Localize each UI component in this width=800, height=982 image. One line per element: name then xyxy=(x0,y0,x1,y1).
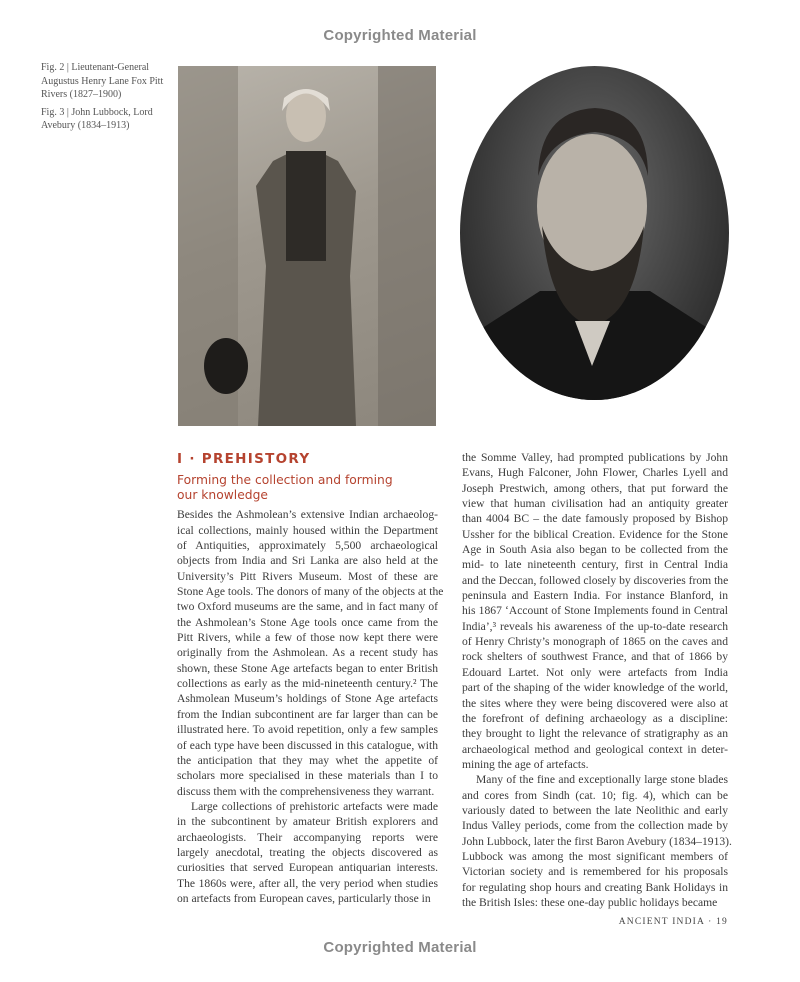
text-line: mid- to late nineteenth century, first in Central India xyxy=(462,558,728,572)
right-body-text xyxy=(462,450,732,910)
copyright-watermark-bottom: Copyrighted Material xyxy=(323,939,477,956)
figure-captions xyxy=(41,61,171,137)
text-line: originally from the Ashmolean. As a recent study has xyxy=(177,646,438,660)
right-column xyxy=(462,450,732,910)
running-footer-page-number: ANCIENT INDIA · 19 xyxy=(618,917,728,927)
subtitle-line: Forming the collection and forming xyxy=(177,473,393,488)
left-body-text xyxy=(177,507,444,906)
copyright-watermark-top: Copyrighted Material xyxy=(323,27,477,44)
text-line: Victorian society and is remembered for his proposals xyxy=(462,865,728,879)
text-line: illustrated here. To avoid repetition, only a few samples xyxy=(177,723,438,737)
text-line: discuss them with the comprehensiveness they warrant. xyxy=(177,784,435,798)
text-line: Joseph Prestwich, among others, that put forward the xyxy=(462,481,728,495)
text-line: archaeologists. Their accompanying reports were xyxy=(177,830,438,844)
text-line: India’,³ reveals his awareness of the up-to-date research xyxy=(462,619,728,633)
subtitle-line: our knowledge xyxy=(177,488,268,503)
text-line: they brought to light the relevance of stratigraphy as an xyxy=(462,727,728,741)
text-line: his 1867 ‘Account of Stone Implements found in Central xyxy=(462,604,728,618)
text-line: John Lubbock, later the first Baron Avebury (1834–1913). xyxy=(462,834,732,848)
text-line: part of the shaping of the wider knowledge of the world, xyxy=(462,681,728,695)
text-line: in the subcontinent by amateur British explorers and xyxy=(177,815,438,829)
text-line: scholars more specialised in these materials than I to xyxy=(177,769,438,783)
text-line: the sites where they were being discovered were also at xyxy=(462,696,728,710)
text-line: curiosities that served European antiquarian interests. xyxy=(177,861,438,875)
text-line: Pitt Rivers, while a few of those now kept there were xyxy=(177,631,438,645)
text-line: and the Deccan, followed closely by discoveries from the xyxy=(462,573,729,587)
text-line: than 4004 BC – the date famously proposed by Bishop xyxy=(462,512,728,526)
text-line: from the Indian subcontinent are far larger than can be xyxy=(177,707,438,721)
text-line: ical collections, mainly housed within the Department xyxy=(177,523,438,537)
text-line: of Henry Christy’s monograph of 1865 on the caves and xyxy=(462,635,728,649)
text-line: archaeological method and geological context in deter- xyxy=(462,742,728,756)
section-title: I · PREHISTORY xyxy=(177,451,311,467)
caption-fig-2: Fig. 2 | Lieutenant-General Augustus Henry Lane Fox Pitt Rivers (1827–1900) xyxy=(41,62,164,100)
text-line: on artefacts from European caves, particularly those in xyxy=(177,891,431,905)
text-line: Lubbock was among the most significant members of xyxy=(462,849,728,863)
text-line: Age in South Asia also began to be collected from the xyxy=(462,543,728,557)
text-line: largely anecdotal, treating the objects discovered as xyxy=(177,845,438,859)
text-line: Indus Valley periods, come from the collection made by xyxy=(462,819,728,833)
text-line: Edouard Lartet. Not only were artefacts from India xyxy=(462,665,728,679)
text-line: two Oxford museums are the same, and in fact many of xyxy=(177,600,438,614)
text-line: Ussher for the biblical Creation. Evidence for the Stone xyxy=(462,527,728,541)
text-line: shown, these Stone Age artefacts began to enter British xyxy=(177,661,438,675)
text-line: Ashmolean Museum’s holdings of Stone Age artefacts xyxy=(177,692,438,706)
photo-pitt-rivers xyxy=(178,66,436,426)
text-line: The 1860s were, after all, the very period when studies xyxy=(177,876,438,890)
text-line: the forefront of defining archaeology as a discipline: xyxy=(462,711,728,725)
text-line: collections as early as the mid-nineteenth century.² The xyxy=(177,677,438,691)
text-line: mining the age of artefacts. xyxy=(462,757,589,771)
left-column xyxy=(177,451,444,906)
text-line: of Antiquities, approximately 5,500 archaeological xyxy=(177,539,438,553)
text-line: the anticipation that they may whet the appetite of xyxy=(177,753,438,767)
text-line: objects from India and Sri Lanka are also held at the xyxy=(177,554,438,568)
text-line: University’s Pitt Rivers Museum. Most of these are xyxy=(177,569,438,583)
text-line: peninsula and Eastern India. For instance Blanford, in xyxy=(462,589,728,603)
text-line: Evans, Hugh Falconer, John Flower, Charles Lyell and xyxy=(462,466,728,480)
text-line: variously dated to between the late Neolithic and early xyxy=(462,803,728,817)
text-line: Besides the Ashmolean’s extensive Indian archaeolog- xyxy=(177,508,438,522)
text-line: the Ashmolean’s Stone Age tools once came from the xyxy=(177,615,438,629)
text-line: the Somme Valley, had prompted publications by John xyxy=(462,451,728,464)
text-line: for regulating shop hours and creating Bank Holidays in xyxy=(462,880,728,894)
caption-fig-3: Fig. 3 | John Lubbock, Lord Avebury (1834–1913) xyxy=(41,106,153,131)
text-line: Many of the fine and exceptionally large stone blades xyxy=(476,773,728,787)
text-line: Stone Age tools. The donors of many of the objects at the xyxy=(177,585,444,599)
text-line: view that human civilisation had an antiquity greater xyxy=(462,497,728,511)
text-line: of each type have been discussed in this catalogue, with xyxy=(177,738,438,752)
text-line: and cores from Sindh (cat. 10; fig. 4), which can be xyxy=(462,788,728,802)
section-subtitle xyxy=(177,473,438,503)
text-line: Large collections of prehistoric artefacts were made xyxy=(191,799,438,813)
text-line: rock shelters of southwest France, and that of 1866 by xyxy=(462,650,728,664)
text-line: the British Isles: these one-day public holidays became xyxy=(462,895,718,909)
photo-john-lubbock xyxy=(460,66,729,400)
